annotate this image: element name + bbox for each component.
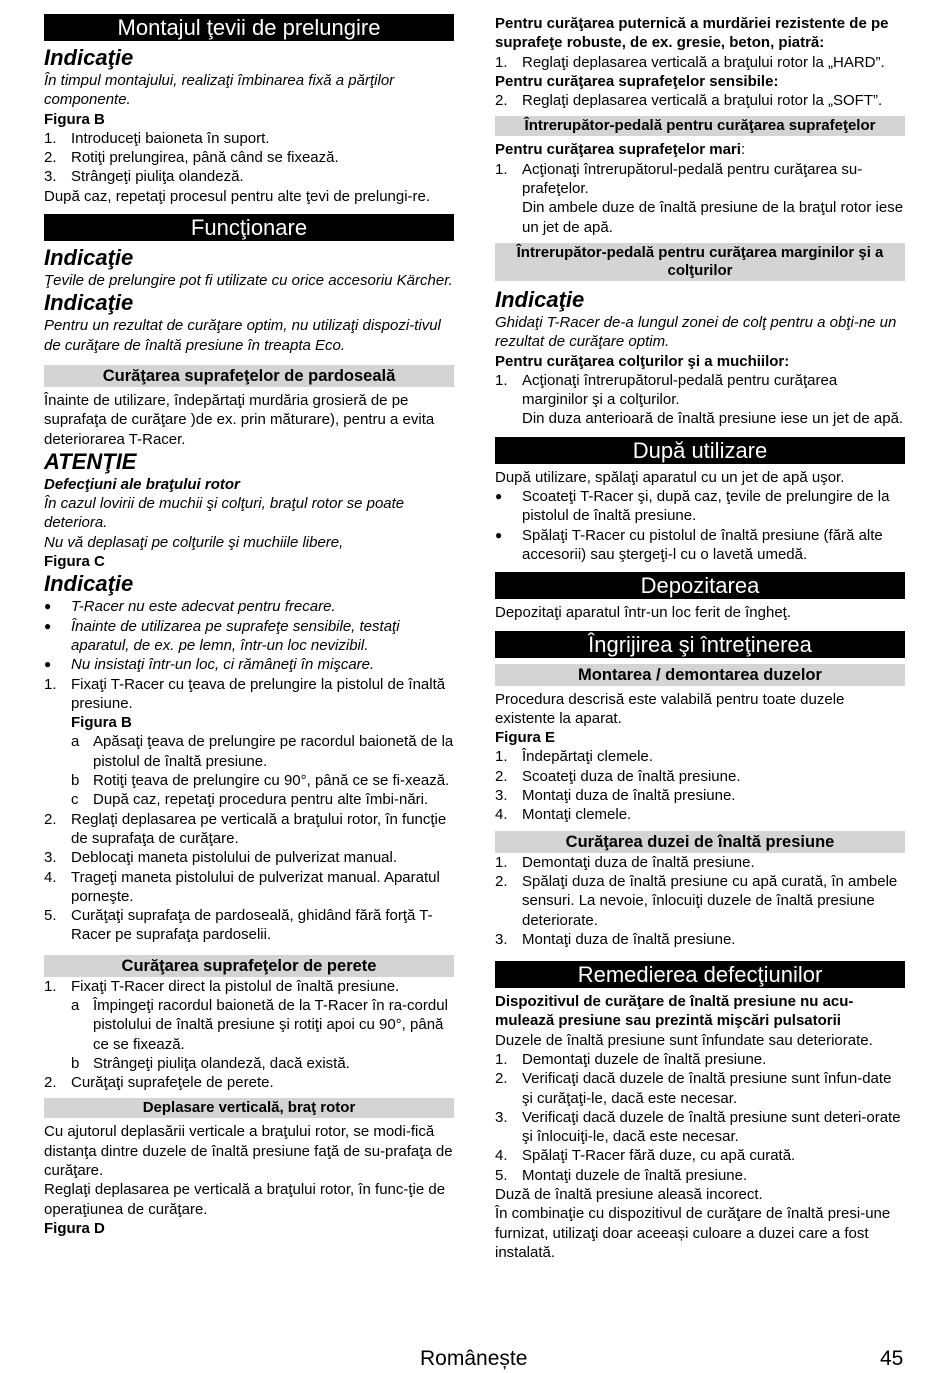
note-title: Indicaţie (44, 571, 134, 597)
paragraph: Din duza anterioară de înaltă presiune iese un jet de apă. (522, 410, 904, 428)
sub-item: c După caz, repetaţi procedura pentru alte îmbi-nări. (71, 791, 429, 809)
figure-ref: Figura B (71, 714, 132, 732)
figure-ref: Figura E (495, 729, 556, 747)
subheading-pedala-margini: Întrerupător-pedală pentru curăţarea marginilor şi a colţurilor (495, 243, 905, 281)
paragraph: După caz, repetaţi procesul pentru alte ţevi de prelungi-re. (44, 187, 431, 205)
bullet-icon: ● (495, 489, 503, 504)
paragraph-heading: Pentru curăţarea puternică a murdăriei rezistente de pe suprafeţe robuste, de ex. gresie, beton, piatră: (495, 15, 889, 52)
sub-item: a Împingeţi racordul baionetă de la T-Racer în ra-cordul pistolului de înaltă presiune şi rotiţi apoi cu 90°, până ce se fixează. (71, 996, 448, 1053)
list-item: 3. Montaţi duza de înaltă presiune. (495, 787, 736, 805)
note-title: Indicaţie (44, 45, 134, 70)
figure-ref: Figura D (44, 1219, 105, 1237)
list-item: 1. Îndepărtaţi clemele. (495, 748, 653, 766)
paragraph-heading: Pentru curăţarea colţurilor şi a muchiilor: (495, 352, 790, 370)
heading-functionare: Funcţionare (44, 214, 454, 241)
note-text: Ţevile de prelungire pot fi utilizate cu orice accesoriu Kärcher. (44, 272, 453, 290)
note-text: Pentru un rezultat de curăţare optim, nu utilizaţi dispozi-tivul de curăţare de înaltă presiune în treapta Eco. (44, 317, 441, 354)
list-item: 3. Deblocaţi maneta pistolului de pulverizat manual. (44, 849, 398, 867)
left-column (44, 14, 454, 1238)
figure-ref: Figura C (44, 553, 105, 571)
bullet-item: ● T-Racer nu este adecvat pentru frecare. (44, 598, 336, 616)
sub-item: b Rotiţi ţeava de prelungire cu 90°, până ce se fi-xează. (71, 772, 450, 790)
paragraph: Cu ajutorul deplasării verticale a braţului rotor, se modi-fică distanţa dintre duzele de înaltă presiune faţă de su-prafaţa de curăţare. (44, 1123, 453, 1180)
list-item: 5. Curăţaţi suprafaţa de pardoseală, ghidând fără forţă T-Racer pe suprafaţa pardoselii. (44, 907, 433, 944)
subheading-pardoseala: Curăţarea suprafeţelor de pardoseală (44, 365, 454, 387)
bullet-item: ● Spălaţi T-Racer cu pistolul de înaltă presiune (fără alte accesorii) sau ştergeţi-l cu o lavetă umedă. (495, 526, 883, 563)
subheading-perete: Curăţarea suprafeţelor de perete (44, 955, 454, 977)
sub-item: a Apăsaţi ţeava de prelungire pe racordul baionetă de la pistolul de înaltă presiune. (71, 733, 454, 770)
warning-text: Nu vă deplasaţi pe colţurile şi muchiile libere, (44, 533, 344, 551)
figure-ref: Figura B (44, 110, 105, 128)
bullet-icon: ● (44, 599, 52, 614)
list-item: 1. Reglaţi deplasarea verticală a braţului rotor la „HARD”. (495, 53, 885, 71)
bullet-icon: ● (44, 657, 52, 672)
paragraph: Duzele de înaltă presiune sunt înfundate sau deteriorate. (495, 1031, 873, 1049)
subheading-deplasare: Deplasare verticală, braţ rotor (44, 1098, 454, 1118)
list-item: 2. Spălaţi duza de înaltă presiune cu apă curată, în ambele sensuri. La nevoie, înlocuiţi duzele de înaltă presiune deteriorate. (495, 872, 898, 929)
list-item: 1. Fixaţi T-Racer direct la pistolul de înaltă presiune. (44, 977, 400, 995)
list-item: 1. Acţionaţi întrerupătorul-pedală pentru curăţarea su-prafeţelor. (495, 160, 863, 198)
subheading-curatare-duze: Curăţarea duzei de înaltă presiune (495, 831, 905, 853)
list-item: 3. Strângeţi piuliţa olandeză. (44, 168, 244, 186)
paragraph: Depozitaţi aparatul într-un loc ferit de îngheţ. (495, 604, 792, 622)
heading-depozitare: Depozitarea (495, 572, 905, 599)
paragraph-heading: Pentru curăţarea suprafeţelor sensibile: (495, 72, 779, 90)
list-item: 4. Trageţi maneta pistolului de pulverizat manual. Aparatul porneşte. (44, 868, 440, 905)
paragraph-heading: Dispozitivul de curăţare de înaltă presiune nu acu-mulează presiune sau prezintă mişcări pulsatorii (495, 993, 854, 1030)
paragraph: După utilizare, spălaţi aparatul cu un jet de apă uşor. (495, 468, 845, 486)
bullet-item: ● Nu insistaţi într-un loc, ci rămâneţi în mişcare. (44, 656, 375, 674)
note-title: Indicaţie (44, 245, 134, 271)
list-item: 1. Fixaţi T-Racer cu ţeava de prelungire la pistolul de înaltă presiune. (44, 675, 446, 712)
page-number: 45 (880, 1347, 904, 1370)
warning-subtitle: Defecţiuni ale braţului rotor (44, 475, 240, 493)
list-item: 4. Montaţi clemele. (495, 806, 632, 824)
bullet-item: ● Înainte de utilizarea pe suprafeţe sensibile, testaţi aparatul, de ex. pe lemn, într-un loc nevizibil. (44, 617, 400, 654)
bullet-icon: ● (495, 527, 503, 542)
list-item: 3. Verificaţi dacă duzele de înaltă presiune sunt deteri-orate şi înlocuiţi-le, dacă este necesar. (495, 1108, 901, 1146)
paragraph: Duză de înaltă presiune aleasă incorect. (495, 1186, 763, 1204)
paragraph: În combinaţie cu dispozitivul de curăţare de înaltă presi-une furnizat, utilizaţi doar aceeași culoare a duzei care a fost instalată. (495, 1205, 891, 1261)
footer-language: Românește (420, 1347, 528, 1370)
paragraph: Înainte de utilizare, îndepărtaţi murdăria grosieră de pe suprafaţa de curăţare )de ex. prin măturare), pentru a evita deteriorarea T-Racer. (44, 391, 435, 448)
warning-text: În cazul lovirii de muchii şi colţuri, braţul rotor se poate deteriora. (44, 495, 405, 532)
paragraph-heading: Pentru curăţarea suprafeţelor mari: (495, 141, 746, 159)
list-item: 2. Rotiţi prelungirea, până când se fixează. (44, 149, 339, 167)
heading-montaj: Montajul ţevii de prelungire (44, 14, 454, 41)
paragraph: Procedura descrisă este valabilă pentru toate duzele existente la aparat. (495, 690, 845, 727)
list-item: 2. Verificaţi dacă duzele de înaltă presiune sunt înfun-date şi curăţaţi-le, dacă este necesar. (495, 1070, 892, 1107)
list-item: 2. Scoateţi duza de înaltă presiune. (495, 767, 741, 785)
list-item: 2. Curăţaţi suprafeţele de perete. (44, 1074, 274, 1092)
subheading-montare-duze: Montarea / demontarea duzelor (495, 664, 905, 686)
list-item: 5. Montaţi duzele de înaltă presiune. (495, 1166, 748, 1184)
list-item: 3. Montaţi duza de înaltă presiune. (495, 930, 736, 948)
list-item: 4. Spălaţi T-Racer fără duze, cu apă curată. (495, 1147, 796, 1165)
heading-dupa-utilizare: După utilizare (495, 437, 905, 464)
note-title: Indicaţie (44, 290, 134, 316)
bullet-icon: ● (44, 618, 52, 633)
bullet-item: ● Scoateţi T-Racer şi, după caz, ţevile de prelungire de la pistolul de înaltă presiune. (495, 488, 890, 525)
sub-item: b Strângeţi piuliţa olandeză, dacă există. (71, 1054, 350, 1072)
paragraph: Din ambele duze de înaltă presiune de la braţul rotor iese un jet de apă. (522, 199, 904, 236)
list-item: 1. Demontaţi duzele de înaltă presiune. (495, 1050, 767, 1068)
subheading-pedala-suprafete: Întrerupător-pedală pentru curăţarea suprafeţelor (495, 116, 905, 136)
right-column (495, 14, 905, 1262)
list-item: 1. Introduceţi baioneta în suport. (44, 129, 270, 147)
heading-remediere: Remedierea defecţiunilor (495, 961, 905, 988)
note-text: În timpul montajului, realizaţi îmbinarea fixă a părţilor componente. (44, 72, 395, 109)
list-item: 1. Acţionaţi întrerupătorul-pedală pentru curăţarea marginilor şi a colţurilor. (495, 371, 838, 409)
heading-ingrijire: Îngrijirea şi întreţinerea (495, 631, 905, 658)
list-item: 2. Reglaţi deplasarea pe verticală a braţului rotor, în funcţie de suprafaţa de curăţare. (44, 810, 447, 847)
paragraph: Reglaţi deplasarea pe verticală a braţului rotor, în func-ţie de operaţiunea de curăţare. (44, 1181, 446, 1218)
list-item: 1. Demontaţi duza de înaltă presiune. (495, 853, 755, 871)
note-title: Indicaţie (495, 286, 585, 312)
warning-title: ATENŢIE (44, 448, 137, 474)
list-item: 2. Reglaţi deplasarea verticală a braţului rotor la „SOFT”. (495, 92, 883, 110)
note-text: Ghidaţi T-Racer de-a lungul zonei de colţ pentru a obţi-ne un rezultat de curăţare optim. (495, 313, 897, 351)
